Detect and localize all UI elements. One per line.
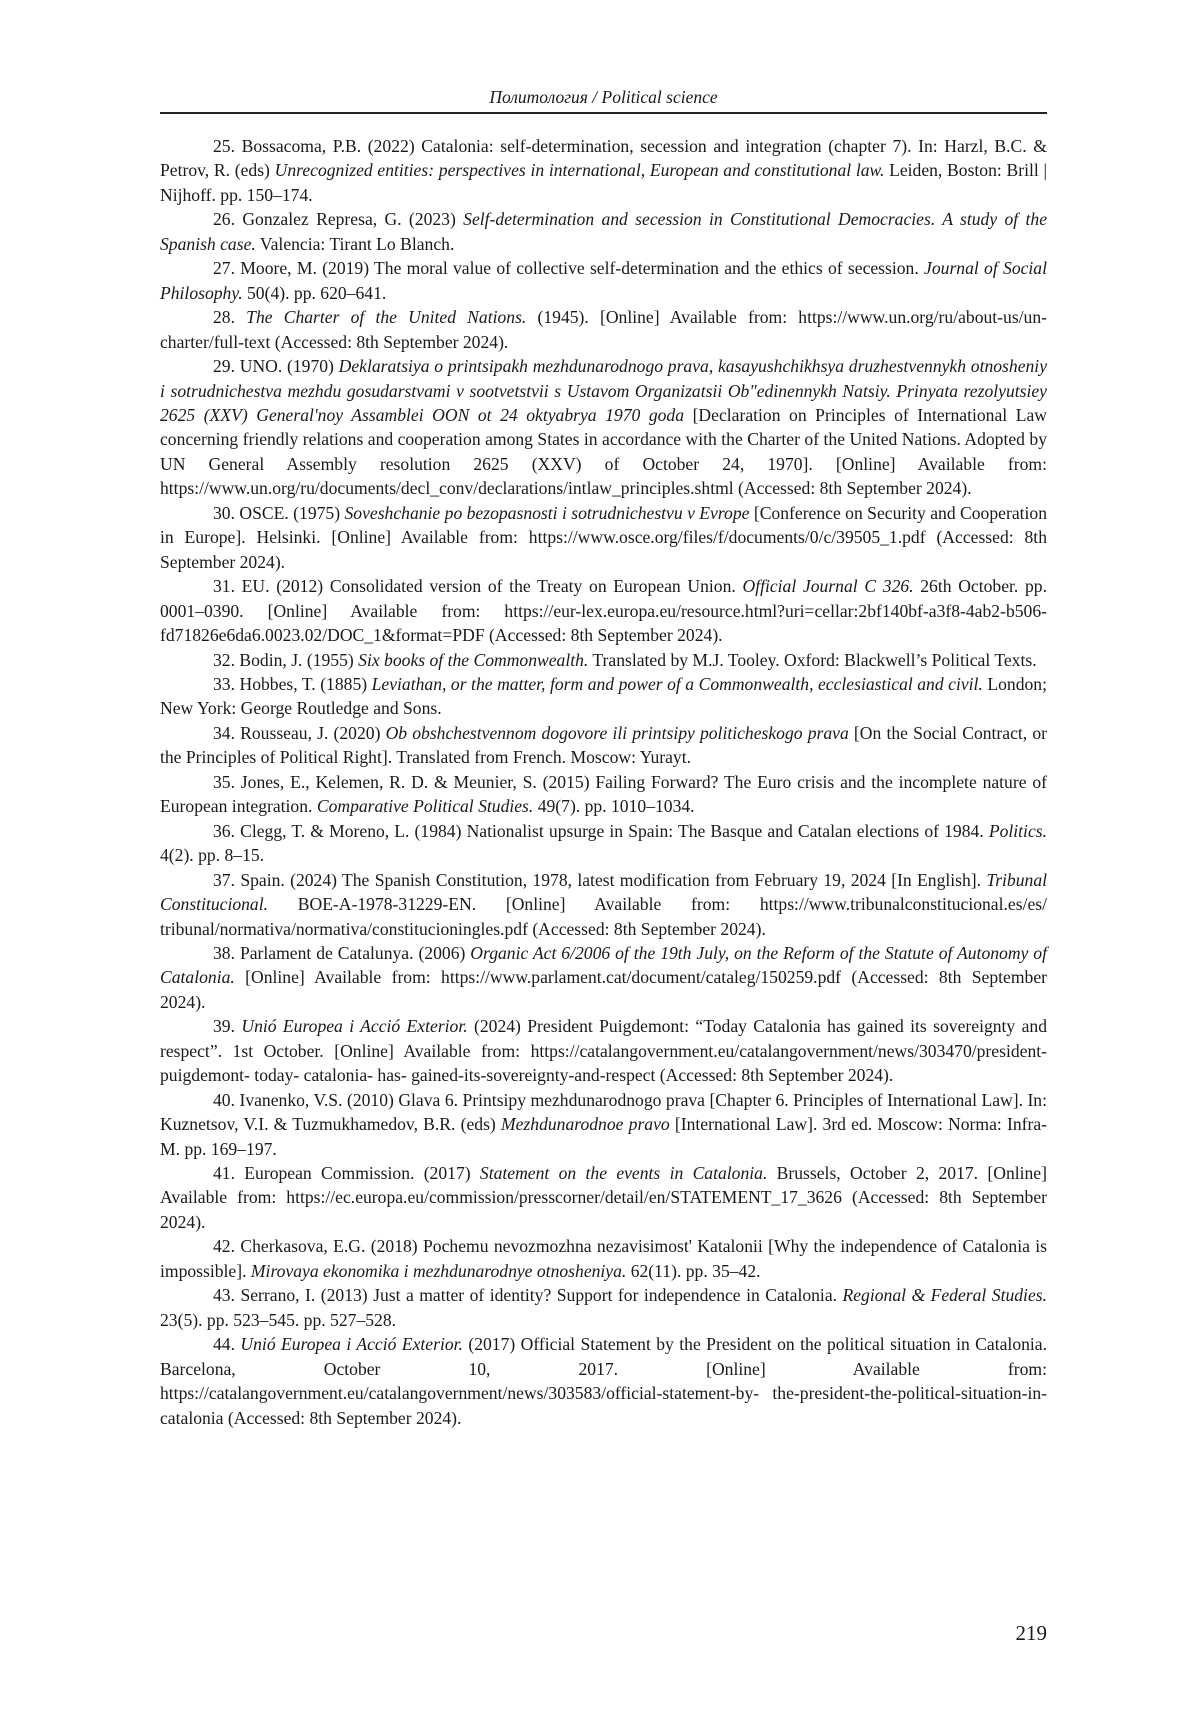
- reference-item: [160, 1283, 1047, 1332]
- reference-item: [160, 1234, 1047, 1283]
- reference-item: [160, 256, 1047, 305]
- reference-text: [Declaration on Principles of International Law concerning friendly relations and cooperation among States in accordance with the Charter of the United Nations. Adopted by UN General Assembly resolution 2625 (XXV) of October 24, 1970]. [Online] Available from: https://www.un.org/ru/documents/decl_conv/declarations/intlaw_principles.shtml (Accessed: 8th September 2024).: [160, 404, 1047, 499]
- reference-text: [Conference on Security and Cooperation in Europe]. Helsinki. [Online] Available from: https://www.osce.org/files/f/documents/0/c/39505_1.pdf (Accessed: 8th September 2024).: [160, 502, 1048, 572]
- reference-text: 44.: [213, 1334, 241, 1355]
- reference-text: 26th October. pp. 0001–0390. [Online] Available from: https://eur-lex.europa.eu/resource.html?uri=cellar:2bf140bf-a3f8-4ab2-b506-fd71826e6da6.0023.02/DOC_1&format=PDF (Accessed: 8th September 2024).: [160, 576, 1047, 646]
- reference-text: 36. Clegg, T. & Moreno, L. (1984) Nationalist upsurge in Spain: The Basque and Catalan elections of 1984.: [213, 820, 989, 841]
- reference-item: [160, 819, 1047, 868]
- reference-title: Six books of the Commonwealth.: [358, 649, 589, 670]
- reference-item: [160, 134, 1047, 207]
- reference-title: Unrecognized entities: perspectives in international, European and constitutional law.: [274, 160, 885, 181]
- reference-title: Mirovaya ekonomika i mezhdunarodnye otnosheniya.: [250, 1260, 627, 1281]
- reference-text: 29. UNO. (1970): [213, 356, 339, 377]
- reference-title: Official Journal C 326.: [742, 576, 914, 597]
- reference-item: [160, 1088, 1047, 1161]
- reference-text: 32. Bodin, J. (1955): [213, 649, 359, 670]
- journal-page: [160, 0, 1047, 1729]
- reference-item: [160, 1014, 1047, 1087]
- reference-text: 41. European Commission. (2017): [213, 1163, 480, 1184]
- reference-text: 28.: [213, 307, 247, 328]
- reference-text: Brussels, October 2, 2017. [Online] Available from: https://ec.europa.eu/commission/presscorner/detail/en/STATEMENT_17_3626 (Accessed: 8th September 2024).: [160, 1163, 1047, 1232]
- reference-text: Valencia: Tirant Lo Blanch.: [255, 233, 455, 254]
- reference-title: Regional & Federal Studies.: [842, 1285, 1047, 1306]
- reference-item: [160, 1161, 1047, 1234]
- reference-text: 34. Rousseau, J. (2020): [213, 722, 386, 743]
- reference-title: Soveshchanie po bezopasnosti i sotrudnichestvu v Evrope: [344, 502, 750, 523]
- reference-list: [160, 134, 1047, 1430]
- reference-item: [160, 1332, 1047, 1430]
- reference-text: BOE-A-1978-31229-EN. [Online] Available from: https://www.tribunalconstitucional.es/es/ tribunal/normativa/normativa/constitucioningles.pdf (Accessed: 8th September 2024).: [160, 894, 1047, 939]
- reference-text: Translated by M.J. Tooley. Oxford: Blackwell’s Political Texts.: [588, 649, 1037, 670]
- reference-item: [160, 672, 1047, 721]
- reference-text: (1945). [Online] Available from: https://www.un.org/ru/about-us/un-charter/full-text (Accessed: 8th September 2024).: [160, 307, 1048, 352]
- reference-item: [160, 648, 1047, 672]
- reference-item: [160, 305, 1047, 354]
- reference-item: [160, 501, 1047, 574]
- reference-text: 49(7). pp. 1010–1034.: [533, 796, 695, 817]
- reference-text: 33. Hobbes, T. (1885): [213, 673, 372, 694]
- reference-title: Leviathan, or the matter, form and power of a Commonwealth, ecclesiastical and civil.: [371, 673, 983, 694]
- reference-title: Deklaratsiya o printsipakh mezhdunarodnogo prava, kasayushchikhsya druzhestvennykh otnosheniy i sotrudnichestva mezhdu gosudarstvami v sootvetstvii s Ustavom Organizatsii Ob"edinennykh Natsiy. Prinyata rezolyutsiey 2625 (XXV) General'noy Assamblei OON ot 24 oktyabrya 1970 goda: [160, 356, 1047, 425]
- reference-item: [160, 721, 1047, 770]
- reference-title: Journal of Social Philosophy.: [160, 258, 1047, 303]
- reference-text: 37. Spain. (2024) The Spanish Constitution, 1978, latest modification from February 19, 2024 [In English].: [213, 869, 987, 890]
- reference-text: 23(5). pp. 523–545. pp. 527–528.: [160, 1309, 397, 1330]
- reference-title: Unió Europea i Acció Exterior.: [240, 1334, 463, 1355]
- reference-text: [Online] Available from: https://www.parlament.cat/document/cataleg/150259.pdf (Accessed: 8th September 2024).: [160, 967, 1047, 1012]
- reference-title: Comparative Political Studies.: [316, 796, 534, 817]
- reference-text: 27. Moore, M. (2019) The moral value of collective self-determination and the ethics of secession.: [213, 258, 925, 279]
- reference-text: London; New York: George Routledge and Sons.: [160, 673, 1047, 719]
- reference-text: 43. Serrano, I. (2013) Just a matter of identity? Support for independence in Catalonia.: [213, 1285, 843, 1306]
- reference-text: 42. Cherkasova, E.G. (2018) Pochemu nevozmozhna nezavisimost' Katalonii [Why the independence of Catalonia is impossible].: [160, 1236, 1047, 1281]
- header-rule: [160, 112, 1047, 114]
- reference-text: 40. Ivanenko, V.S. (2010) Glava 6. Printsipy mezhdunarodnogo prava [Chapter 6. Principles of International Law]. In: Kuznetsov, V.I. & Tuzmukhamedov, B.R. (eds): [160, 1089, 1047, 1135]
- page-number: 219: [1015, 1621, 1047, 1645]
- reference-title: Politics.: [988, 820, 1047, 841]
- reference-title: Unió Europea i Acció Exterior.: [241, 1016, 468, 1037]
- reference-item: [160, 207, 1047, 256]
- reference-item: [160, 868, 1047, 941]
- reference-text: 25. Bossacoma, P.B. (2022) Catalonia: self-determination, secession and integration (chapter 7). In: Harzl, B.C. & Petrov, R. (eds): [160, 136, 1047, 181]
- reference-text: 26. Gonzalez Represa, G. (2023): [213, 209, 464, 230]
- reference-item: [160, 770, 1047, 819]
- reference-title: The Charter of the United Nations.: [246, 307, 527, 328]
- reference-item: [160, 574, 1047, 647]
- reference-text: (2017) Official Statement by the President on the political situation in Catalonia. Barcelona, October 10, 2017. [Online] Available from: https://catalangovernment.eu/catalangovernment/news/303583/official-statement-by- the-president-the-political-situation-in-catalonia (Accessed: 8th September 2024).: [160, 1334, 1048, 1428]
- reference-text: (2024) President Puigdemont: “Today Catalonia has gained its sovereignty and respect”. 1st October. [Online] Available from: https://catalangovernment.eu/catalangovernment/news/303470/president-puigdemont- today- catalonia- has- gained-its-sovereignty-and-respect (Accessed: 8th September 2024).: [160, 1016, 1047, 1086]
- reference-text: 35. Jones, E., Kelemen, R. D. & Meunier, S. (2015) Failing Forward? The Euro crisis and the incomplete nature of European integration.: [160, 771, 1047, 817]
- running-head: Политология / Political science: [489, 87, 718, 107]
- reference-text: 30. OSCE. (1975): [213, 502, 345, 523]
- reference-title: Statement on the events in Catalonia.: [479, 1163, 768, 1184]
- reference-title: Ob obshchestvennom dogovore ili printsipy politicheskogo prava: [385, 722, 849, 743]
- reference-text: 62(11). pp. 35–42.: [626, 1260, 761, 1281]
- reference-text: [On the Social Contract, or the Principles of Political Right]. Translated from French. Moscow: Yurayt.: [160, 722, 1048, 768]
- reference-text: 50(4). pp. 620–641.: [242, 282, 387, 303]
- reference-item: [160, 354, 1047, 501]
- reference-title: Tribunal Constitucional.: [160, 869, 1047, 915]
- reference-title: Self-determination and secession in Constitutional Democracies. A study of the Spanish case.: [160, 209, 1047, 254]
- reference-text: 38. Parlament de Catalunya. (2006): [213, 942, 471, 963]
- reference-title: Mezhdunarodnoe pravo: [500, 1114, 670, 1135]
- reference-item: [160, 941, 1047, 1014]
- reference-title: Organic Act 6/2006 of the 19th July, on the Reform of the Statute of Autonomy of Catalonia.: [160, 942, 1047, 988]
- reference-text: Leiden, Boston: Brill | Nijhoff. pp. 150–174.: [160, 160, 1047, 205]
- reference-text: 39.: [213, 1016, 242, 1037]
- reference-text: [International Law]. 3rd ed. Moscow: Norma: Infra-M. pp. 169–197.: [160, 1114, 1048, 1159]
- reference-text: 31. EU. (2012) Consolidated version of the Treaty on European Union.: [213, 576, 743, 597]
- reference-text: 4(2). pp. 8–15.: [160, 845, 265, 866]
